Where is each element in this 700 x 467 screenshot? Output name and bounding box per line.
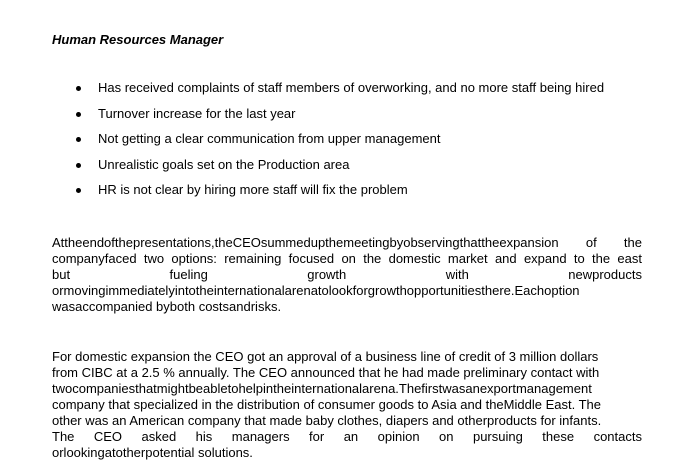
paragraph-line: twocompaniesthatmightbeabletohelpintheinternationalarena.Thefirstwasanexportmanagement	[52, 381, 592, 396]
bullet-icon	[76, 86, 81, 91]
paragraph-line: company that specialized in the distribution of consumer goods to Asia and theMiddle East. The	[52, 397, 601, 412]
list-item	[0, 157, 604, 183]
list-item-text: Turnover increase for the last year	[98, 105, 296, 121]
paragraph-line: wasaccompanied byboth costsandrisks.	[52, 299, 282, 314]
paragraph-line: For domestic expansion the CEO got an approval of a business line of credit of 3 million dollars	[52, 349, 599, 364]
paragraph-line: orlookingatotherpotential solutions.	[52, 445, 253, 460]
paragraph-domestic-expansion	[52, 349, 642, 461]
list-item-text: Has received complaints of staff members of overworking, and no more staff being hired	[98, 80, 605, 95]
list-item	[0, 182, 604, 208]
paragraph-ceo-summary	[52, 235, 642, 315]
paragraph-line: other was an American company that made baby clothes, diapers and otherproducts for infants.	[52, 413, 602, 428]
paragraph-line: companyfaced two options: remaining focused on the domestic market and expand to the east	[52, 251, 642, 266]
list-item	[0, 80, 604, 106]
list-item	[0, 131, 604, 157]
list-item-text: Unrealistic goals set on the Production area	[98, 156, 350, 172]
list-item-text: Not getting a clear communication from upper management	[98, 131, 441, 146]
paragraph-line: but fueling growth with newproducts	[52, 267, 642, 282]
bullet-icon	[76, 137, 81, 142]
concerns-list	[0, 80, 604, 208]
bullet-icon	[76, 112, 81, 117]
bullet-icon	[76, 188, 81, 193]
paragraph-line: Attheendofthepresentations,theCEOsummedupthemeetingbyobservingthattheexpansion of the	[52, 235, 642, 250]
list-item-text: HR is not clear by hiring more staff will fix the problem	[98, 182, 408, 197]
list-item	[0, 106, 604, 132]
paragraph-line: The CEO asked his managers for an opinion on pursuing these contacts	[52, 429, 642, 444]
section-heading: Human Resources Manager	[52, 32, 224, 47]
paragraph-line: ormovingimmediatelyintotheinternationalarenatolookforgrowthopportunitiesthere.Eachoption	[52, 283, 580, 298]
paragraph-line: from CIBC at a 2.5 % annually. The CEO announced that he had made preliminary contact with	[52, 365, 600, 380]
bullet-icon	[76, 163, 81, 168]
